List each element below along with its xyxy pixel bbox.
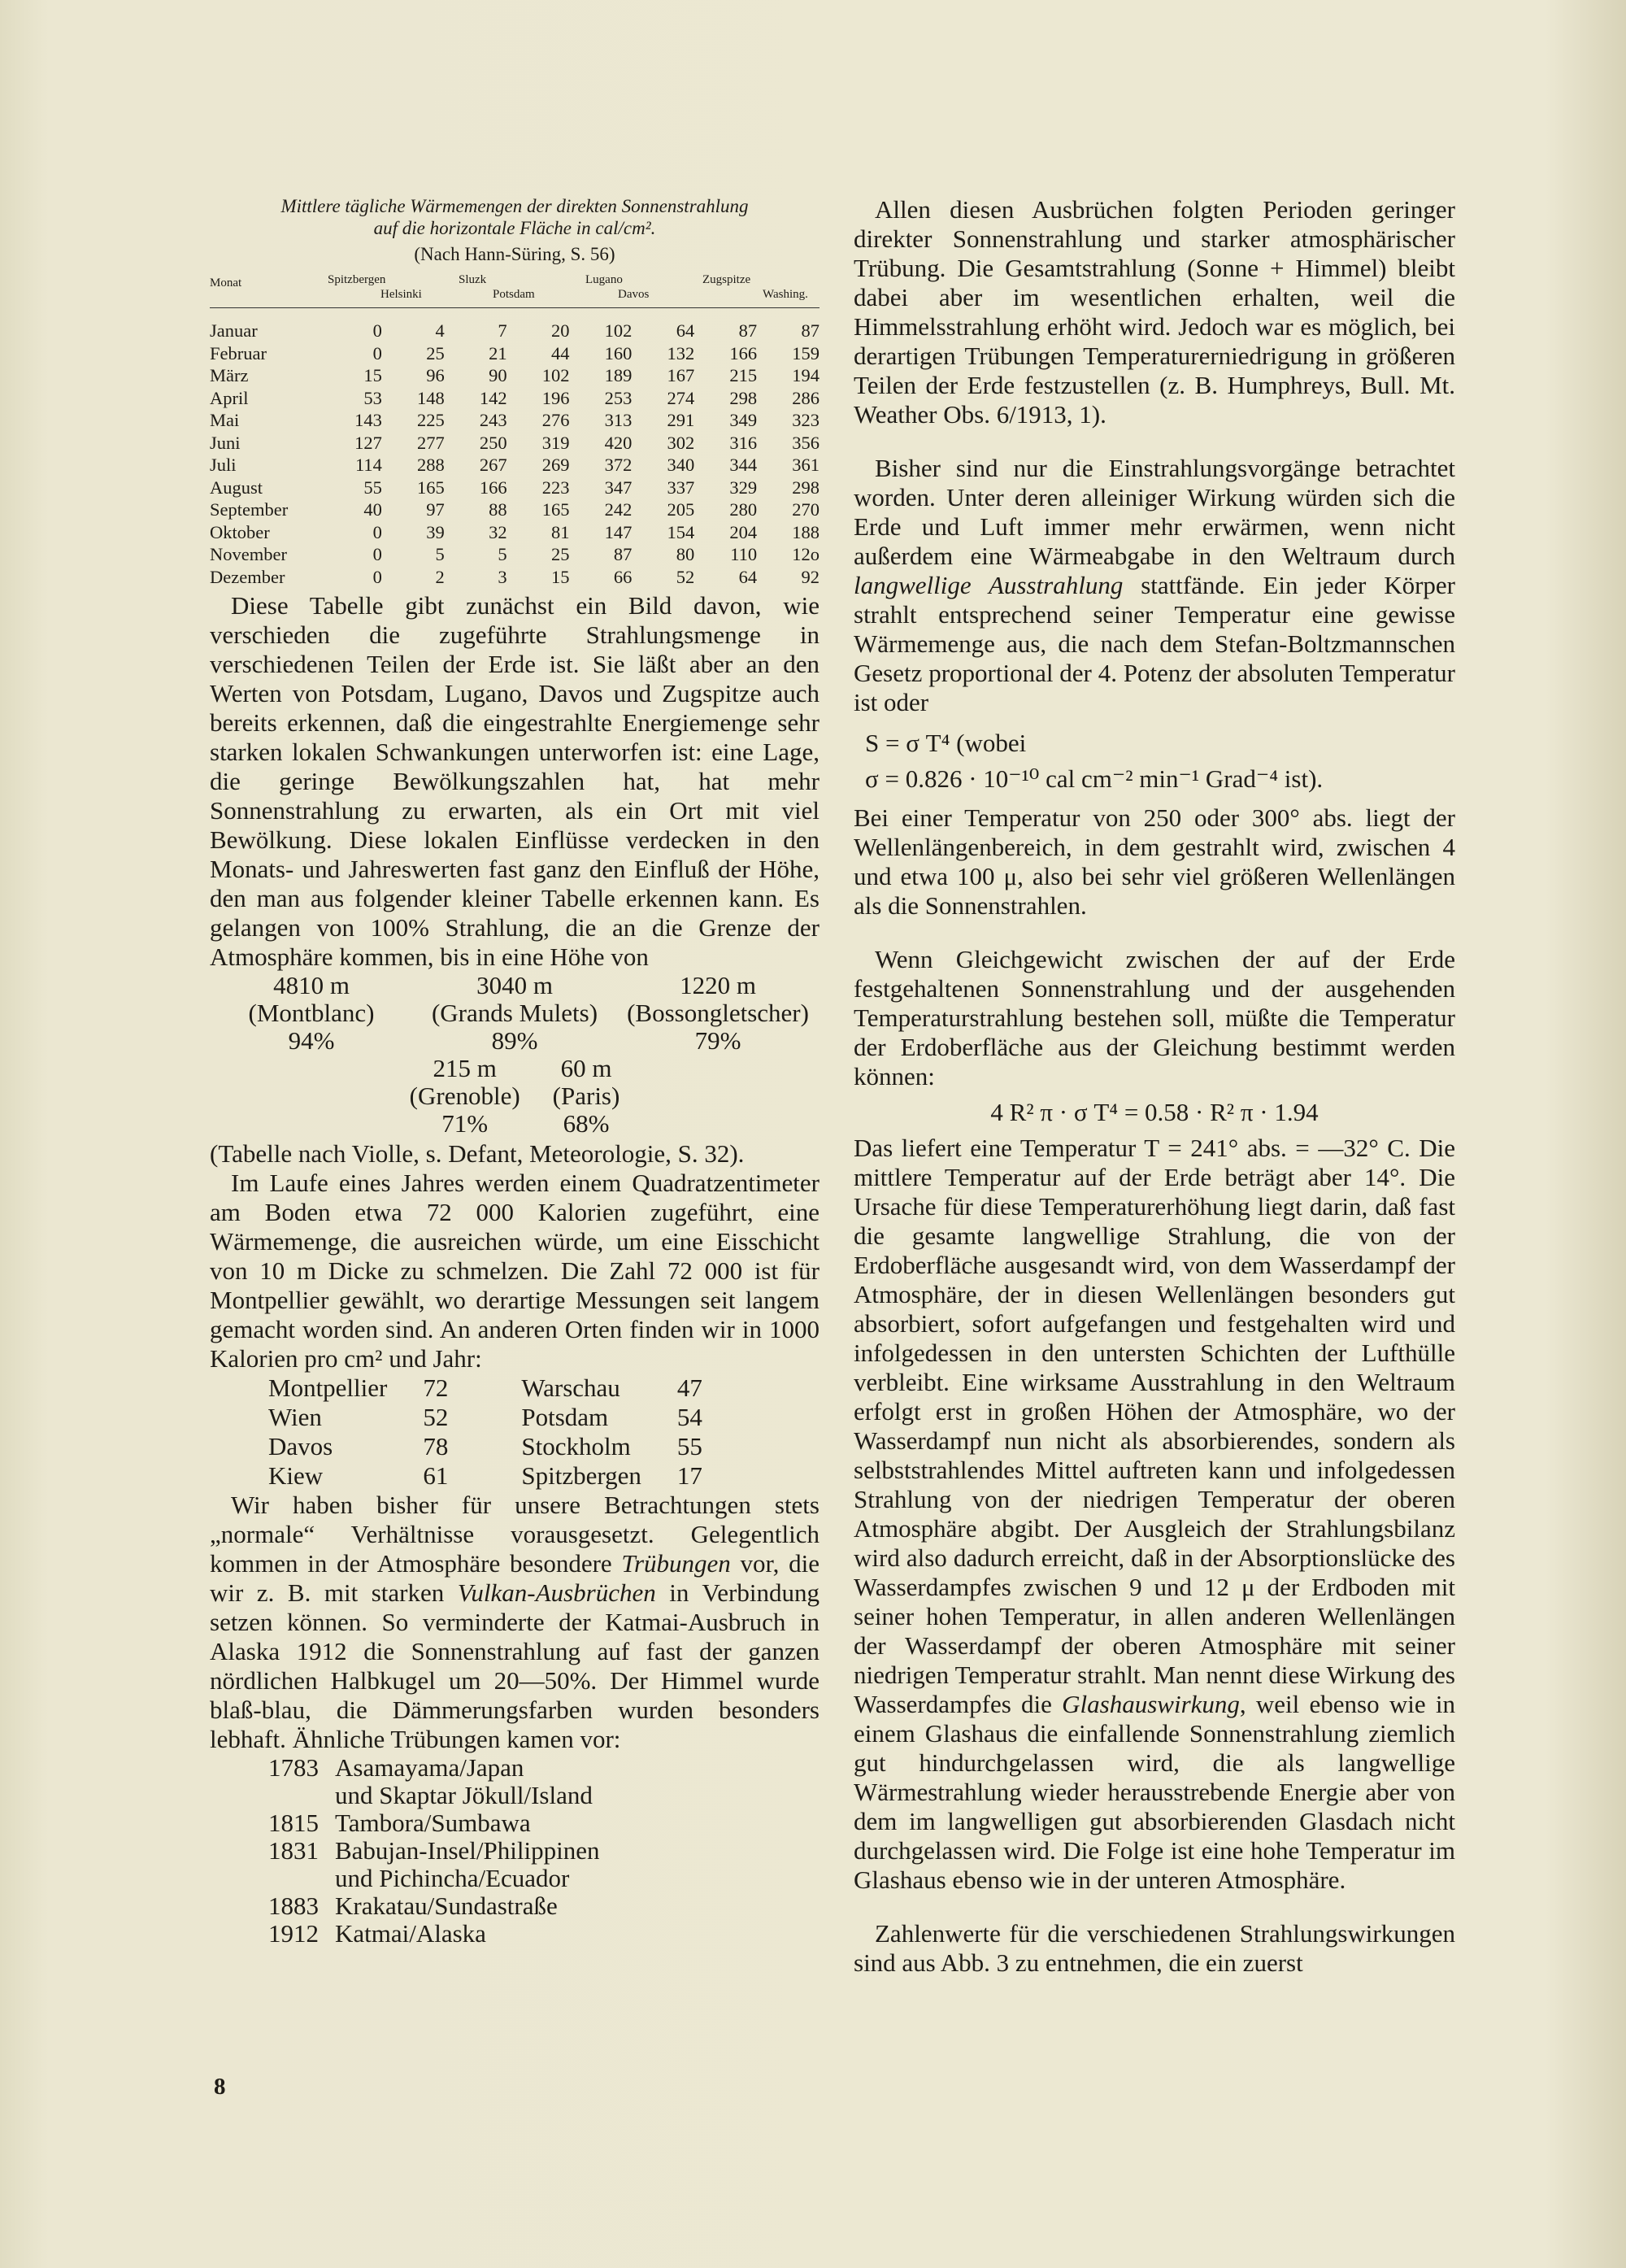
city-name: Wien (268, 1403, 322, 1431)
value-cell: 223 (541, 477, 570, 498)
page-number: 8 (214, 2074, 226, 2100)
value-cell: 64 (676, 320, 695, 341)
value-cell: 92 (801, 566, 820, 587)
month-cell: Mai (210, 410, 240, 430)
altitude-place: (Grands Mulets) (431, 999, 598, 1027)
paragraph-ausbrueche: Allen diesen Ausbrüchen folgten Perioden geringer direkter Sonnenstrahlung und starker atmosphärischer Trübung. Die Gesamtstrahlung (Sonne + Himmel) bleibt dabei aber im wesentlichen erhalten, weil die Himmelsstrahlung erhöht wird. Jedoch war es möglich, bei derartigen Trübungen Temperaturerniedrigung in größeren Teilen der Erde festzustellen (z. B. Humphreys, Bull. Mt. Weather Obs. 6/1913, 1). (854, 195, 1455, 429)
value-cell: 96 (426, 365, 445, 385)
value-cell: 25 (551, 544, 570, 564)
value-cell: 291 (667, 410, 695, 430)
value-cell: 64 (738, 566, 758, 587)
table-row (210, 498, 820, 521)
value-cell: 142 (479, 387, 507, 408)
month-cell: Januar (210, 320, 258, 341)
value-cell: 242 (604, 499, 633, 520)
value-cell: 97 (426, 499, 445, 520)
altitude-row-1 (210, 972, 820, 1055)
value-cell: 110 (730, 544, 758, 564)
value-cell: 55 (363, 477, 382, 498)
city-name: Davos (268, 1432, 333, 1460)
value-cell: 90 (489, 365, 507, 385)
value-cell: 0 (372, 320, 382, 341)
table-caption (210, 195, 820, 239)
value-cell: 194 (792, 365, 820, 385)
value-cell: 3 (498, 566, 507, 587)
value-cell: 39 (426, 521, 445, 542)
value-cell: 319 (541, 432, 570, 453)
city-value: 54 (676, 1403, 702, 1431)
value-cell: 344 (729, 455, 758, 475)
equation-sigma: σ = 0.826 · 10⁻¹⁰ cal cm⁻² min⁻¹ Grad⁻⁴ ist). (865, 764, 1324, 793)
city-value: 52 (423, 1403, 449, 1431)
value-cell: 159 (792, 342, 820, 363)
table-row (210, 320, 820, 342)
value-cell: 66 (613, 566, 633, 587)
altitude-entry (616, 972, 820, 1055)
header-helsinki: Helsinki (380, 288, 422, 301)
city-value: 61 (423, 1461, 449, 1490)
value-cell: 7 (498, 320, 507, 341)
value-cell: 274 (667, 387, 695, 408)
eruption-place: Katmai/Alaska (335, 1919, 486, 1948)
eruption-year: 1783 (268, 1753, 319, 1782)
value-cell: 15 (363, 365, 382, 385)
value-cell: 269 (541, 455, 570, 475)
right-column (854, 195, 1455, 1978)
table-row (210, 454, 820, 477)
city-value: 17 (676, 1461, 702, 1490)
value-cell: 166 (479, 477, 507, 498)
eruption-year: 1912 (268, 1919, 319, 1948)
value-cell: 132 (667, 342, 695, 363)
value-cell: 154 (667, 521, 695, 542)
eruption-row (268, 1892, 820, 1920)
table-row (210, 432, 820, 455)
table-row (210, 477, 820, 499)
header-lugano: Lugano (585, 273, 623, 286)
value-cell: 87 (801, 320, 820, 341)
eruption-row (268, 1837, 820, 1865)
city-name: Potsdam (521, 1403, 609, 1431)
value-cell: 188 (792, 521, 820, 542)
altitude-pct: 79% (694, 1026, 741, 1055)
city-value: 55 (676, 1432, 702, 1460)
value-cell: 114 (354, 455, 382, 475)
value-cell: 253 (604, 387, 633, 408)
table-header (210, 272, 820, 308)
value-cell: 88 (489, 499, 507, 520)
eruption-year: 1883 (268, 1891, 319, 1920)
month-cell: Februar (210, 342, 267, 363)
month-cell: Oktober (210, 521, 270, 542)
value-cell: 0 (372, 521, 382, 542)
eruption-year: 1831 (268, 1836, 319, 1865)
value-cell: 0 (372, 566, 382, 587)
eruption-row (268, 1920, 820, 1948)
value-cell: 204 (729, 521, 758, 542)
altitude-source: (Tabelle nach Violle, s. Defant, Meteorologie, S. 32). (210, 1139, 745, 1168)
header-washington: Washing. (763, 288, 808, 301)
radiation-table (210, 320, 820, 588)
header-zugspitze: Zugspitze (702, 273, 751, 286)
value-cell: 5 (435, 544, 445, 564)
value-cell: 12o (792, 544, 820, 564)
paragraph-gleichgewicht: Wenn Gleichgewicht zwischen der auf der Erde festgehaltenen Sonnenstrahlung und der ausgehenden Temperaturstrahlung bestehen soll, müßte die Temperatur der Erdoberfläche aus der Gleichung bestimmt werden können: (854, 945, 1455, 1090)
eruption-row (268, 1782, 820, 1809)
value-cell: 361 (792, 455, 820, 475)
altitude-place: (Bossongletscher) (627, 999, 809, 1027)
eruption-row (268, 1754, 820, 1782)
caption-line-2: auf die horizontale Fläche in cal/cm². (373, 218, 656, 238)
value-cell: 329 (729, 477, 758, 498)
value-cell: 313 (604, 410, 633, 430)
value-cell: 80 (676, 544, 695, 564)
value-cell: 288 (417, 455, 445, 475)
eruption-year (268, 1782, 335, 1809)
altitude-entry (410, 1055, 520, 1138)
value-cell: 280 (729, 499, 758, 520)
city-row (268, 1403, 738, 1432)
value-cell: 166 (729, 342, 758, 363)
value-cell: 276 (541, 410, 570, 430)
eruption-row (268, 1809, 820, 1837)
value-cell: 4 (435, 320, 445, 341)
value-cell: 32 (489, 521, 507, 542)
header-monat: Monat (210, 276, 242, 289)
value-cell: 102 (541, 365, 570, 385)
value-cell: 160 (604, 342, 633, 363)
value-cell: 5 (498, 544, 507, 564)
table-row (210, 521, 820, 544)
value-cell: 298 (792, 477, 820, 498)
altitude-entry (413, 972, 616, 1055)
table-row (210, 543, 820, 566)
header-potsdam: Potsdam (493, 288, 535, 301)
equation-stefan-boltzmann: S = σ T⁴ (wobei (865, 729, 1027, 757)
eruption-place: Asamayama/Japan (335, 1753, 524, 1782)
value-cell: 349 (729, 410, 758, 430)
value-cell: 147 (604, 521, 633, 542)
city-name: Stockholm (521, 1432, 631, 1460)
value-cell: 243 (479, 410, 507, 430)
caption-line-1: Mittlere tägliche Wärmemengen der direkten Sonnenstrahlung (280, 196, 749, 216)
eruption-place: Krakatau/Sundastraße (335, 1891, 558, 1920)
city-value: 72 (423, 1373, 449, 1402)
value-cell: 20 (551, 320, 570, 341)
value-cell: 15 (551, 566, 570, 587)
altitude-entry (553, 1055, 620, 1138)
value-cell: 102 (604, 320, 633, 341)
city-row (268, 1432, 738, 1461)
altitude-pct: 71% (441, 1109, 489, 1138)
paragraph-wellenlaenge: Bei einer Temperatur von 250 oder 300° abs. liegt der Wellenlängenbereich, in dem gestrahlt wird, zwischen 4 und etwa 100 μ, also bei sehr viel größeren Wellenlängen als die Sonnenstrahlen. (854, 803, 1455, 920)
cities-table (268, 1373, 738, 1491)
altitude-h: 1220 m (680, 971, 756, 999)
value-cell: 2 (435, 566, 445, 587)
value-cell: 316 (729, 432, 758, 453)
left-column (210, 195, 820, 1948)
table-row (210, 387, 820, 410)
month-cell: September (210, 499, 289, 520)
eruption-place: Tambora/Sumbawa (335, 1809, 531, 1837)
city-name: Warschau (521, 1373, 620, 1402)
month-cell: Juni (210, 432, 241, 453)
value-cell: 225 (417, 410, 445, 430)
value-cell: 44 (551, 342, 570, 363)
city-value: 78 (423, 1432, 449, 1460)
value-cell: 298 (729, 387, 758, 408)
header-sluzk: Sluzk (459, 273, 487, 286)
value-cell: 81 (551, 521, 570, 542)
eruption-year (268, 1865, 335, 1892)
value-cell: 277 (417, 432, 445, 453)
altitude-h: 4810 m (273, 971, 350, 999)
value-cell: 356 (792, 432, 820, 453)
paragraph-jahr: Im Laufe eines Jahres werden einem Quadratzentimeter am Boden etwa 72 000 Kalorien zugeführt, eine Wärmemenge, die ausreichen würde, um eine Eisschicht von 10 m Dicke zu schmelzen. Die Zahl 72 000 ist für Montpellier gewählt, wo derartige Messungen seit langem gemacht worden sind. An anderen Orten finden wir in 1000 Kalorien pro cm² und Jahr: (210, 1169, 820, 1373)
altitude-h: 215 m (433, 1054, 497, 1082)
value-cell: 420 (604, 432, 633, 453)
altitude-row-2 (210, 1055, 820, 1138)
eruption-list (268, 1754, 820, 1948)
table-row (210, 364, 820, 387)
value-cell: 87 (738, 320, 758, 341)
altitude-place: (Paris) (552, 1082, 620, 1110)
altitude-h: 3040 m (476, 971, 553, 999)
value-cell: 323 (792, 410, 820, 430)
value-cell: 127 (354, 432, 382, 453)
header-davos: Davos (618, 288, 650, 301)
value-cell: 143 (354, 410, 382, 430)
city-name: Spitzbergen (521, 1461, 641, 1490)
eruption-place: und Pichincha/Ecuador (335, 1864, 570, 1892)
paragraph-zahlenwerte: Zahlenwerte für die verschiedenen Strahlungswirkungen sind aus Abb. 3 zu entnehmen, die ein zuerst (854, 1919, 1455, 1977)
value-cell: 286 (792, 387, 820, 408)
value-cell: 87 (613, 544, 633, 564)
value-cell: 165 (417, 477, 445, 498)
value-cell: 53 (363, 387, 382, 408)
table-row (210, 342, 820, 365)
altitude-h: 60 m (560, 1054, 612, 1082)
paragraph-truebungen: Wir haben bisher für unsere Betrachtungen stets „normale“ Verhältnisse vorausgesetzt. Gelegentlich kommen in der Atmosphäre besondere Trübungen vor, die wir z. B. mit starken Vulkan-Ausbrüchen in Verbindung setzen können. So verminderte der Katmai-Ausbruch in Alaska 1912 die Sonnenstrahlung auf fast der ganzen nördlichen Halbkugel um 20—50%. Der Himmel wurde blaß-blau, die Dämmerungsfarben wurden besonders lebhaft. Ähnliche Trübungen kamen vor: (210, 1491, 820, 1753)
value-cell: 167 (667, 365, 695, 385)
eruption-row (268, 1865, 820, 1892)
value-cell: 52 (676, 566, 695, 587)
altitude-pct: 68% (563, 1109, 610, 1138)
value-cell: 148 (417, 387, 445, 408)
value-cell: 267 (479, 455, 507, 475)
value-cell: 337 (667, 477, 695, 498)
value-cell: 347 (604, 477, 633, 498)
city-name: Kiew (268, 1461, 324, 1490)
city-row (268, 1373, 738, 1403)
value-cell: 189 (604, 365, 633, 385)
value-cell: 0 (372, 342, 382, 363)
city-row (268, 1461, 738, 1491)
paragraph-tabelle: Diese Tabelle gibt zunächst ein Bild davon, wie verschieden die zugeführte Strahlungsmenge in verschiedenen Teilen der Erde ist. Sie läßt aber an den Werten von Potsdam, Lugano, Davos und Zugspitze auch bereits erkennen, daß die eingestrahlte Energiemenge sehr starken lokalen Schwankungen unterworfen ist: eine Lage, die geringe Bewölkungszahlen hat, hat mehr Sonnenstrahlung zu erwarten, als ein Ort mit viel Bewölkung. Diese lokalen Einflüsse verdecken in den Monats- und Jahreswerten fast ganz den Einfluß der Höhe, den man aus folgender kleiner Tabelle erkennen kann. Es gelangen von 100% Strahlung, die an die Grenze der Atmosphäre kommen, bis in eine Höhe von (210, 591, 820, 971)
value-cell: 340 (667, 455, 695, 475)
value-cell: 250 (479, 432, 507, 453)
city-name: Montpellier (268, 1373, 388, 1402)
table-row (210, 409, 820, 432)
equation-balance: 4 R² π · σ T⁴ = 0.58 · R² π · 1.94 (990, 1098, 1319, 1126)
altitude-pct: 89% (491, 1026, 538, 1055)
month-cell: März (210, 365, 249, 385)
paragraph-glashaus: Das liefert eine Temperatur T = 241° abs. = —32° C. Die mittlere Temperatur auf der Erde beträgt aber 14°. Die Ursache für diese Temperaturerhöhung liegt darin, daß fast die gesamte langwellige Strahlung, die von der Erdoberfläche ausgesandt wird, von dem Wasserdampf der Atmosphäre, der in diesen Wellenlängen besonders gut absorbiert, sofort aufgefangen und festgehalten wird und infolgedessen in den untersten Schichten der Lufthülle verbleibt. Eine wirksame Ausstrahlung in den Weltraum erfolgt erst in großen Höhen der Atmosphäre, wo der Wasserdampf nun nicht als absorbierendes, sondern als selbststrahlendes Mittel auftreten kann und infolgedessen Strahlung von der niedrigen Temperatur der oberen Atmosphäre abgibt. Der Ausgleich der Strahlungsbilanz wird also dadurch erreicht, daß in der Absorptionslücke des Wasserdampfes zwischen 9 und 12 μ der Erdboden mit seiner hohen Temperatur, in allen anderen Wellenlängen der Wasserdampf der oberen Atmosphäre mit seiner niedrigen Temperatur strahlt. Man nennt diese Wirkung des Wasserdampfes die Glashauswirkung, weil ebenso wie in einem Glashaus die einfallende Sonnenstrahlung ziemlich gut hindurchgelassen wird, die als langwellige Wärmestrahlung wieder herausstrebende Energie aber von dem im langwelligen gut absorbierenden Glasdach nicht durchgelassen wird. Die Folge ist eine hohe Temperatur im Glashaus ebenso wie in der unteren Atmosphäre. (854, 1134, 1456, 1894)
header-spitzbergen: Spitzbergen (328, 273, 386, 286)
month-cell: Juli (210, 455, 237, 475)
month-cell: August (210, 477, 263, 498)
month-cell: Dezember (210, 566, 285, 587)
paragraph-ausstrahlung: Bisher sind nur die Einstrahlungsvorgänge betrachtet worden. Unter deren alleiniger Wirkung würden sich die Erde und Luft immer mehr erwärmen, wenn nicht außerdem eine Wärmeabgabe in den Weltraum durch langwellige Ausstrahlung stattfände. Ein jeder Körper strahlt entsprechend seiner Temperatur eine gewisse Wärmemenge aus, die nach dem Stefan-Boltzmannschen Gesetz proportional der 4. Potenz der absoluten Temperatur ist oder (854, 454, 1455, 716)
value-cell: 270 (792, 499, 820, 520)
eruption-year: 1815 (268, 1809, 319, 1837)
value-cell: 205 (667, 499, 695, 520)
table-source: (Nach Hann-Süring, S. 56) (414, 244, 615, 264)
altitude-place: (Grenoble) (409, 1082, 520, 1110)
value-cell: 40 (363, 499, 382, 520)
value-cell: 0 (372, 544, 382, 564)
month-cell: November (210, 544, 287, 564)
value-cell: 165 (541, 499, 570, 520)
table-row (210, 566, 820, 589)
value-cell: 302 (667, 432, 695, 453)
value-cell: 196 (541, 387, 570, 408)
altitude-place: (Montblanc) (248, 999, 375, 1027)
altitude-pct: 94% (288, 1026, 335, 1055)
value-cell: 215 (729, 365, 758, 385)
month-cell: April (210, 387, 249, 408)
eruption-place: Babujan-Insel/Philippinen (335, 1836, 600, 1865)
city-value: 47 (676, 1373, 702, 1402)
value-cell: 25 (426, 342, 445, 363)
value-cell: 21 (489, 342, 507, 363)
eruption-place: und Skaptar Jökull/Island (335, 1781, 593, 1809)
altitude-entry (210, 972, 413, 1055)
value-cell: 372 (604, 455, 633, 475)
